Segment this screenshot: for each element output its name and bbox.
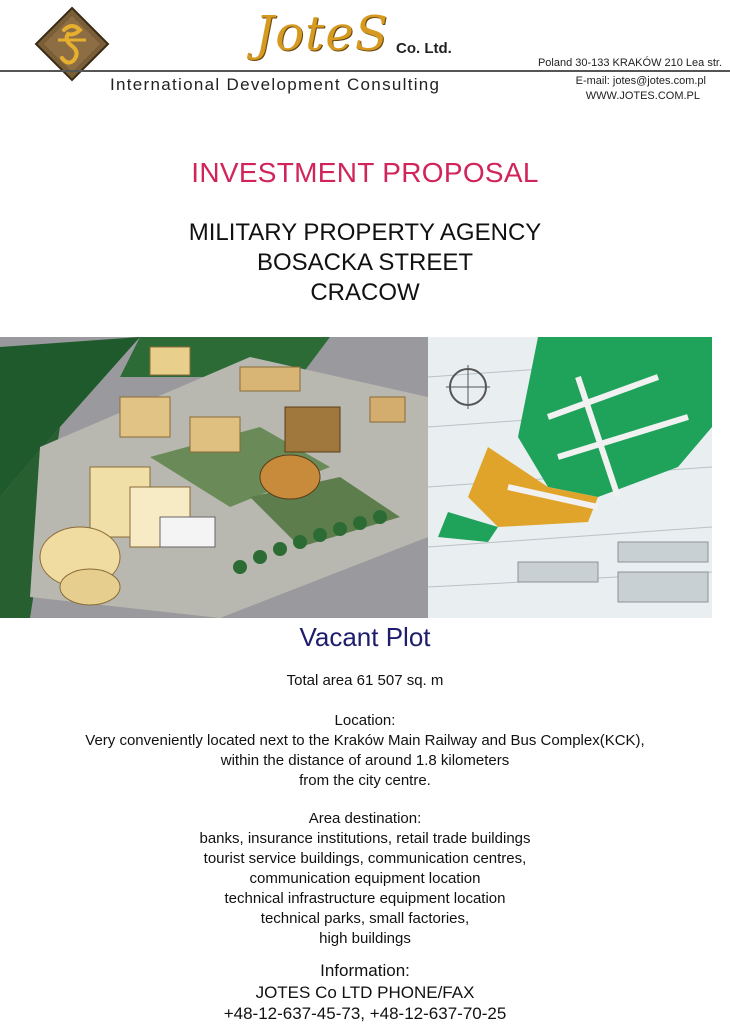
destination-line: technical infrastructure equipment location — [224, 890, 506, 907]
brand-wordmark: JoteS — [255, 6, 389, 62]
brand-suffix: Co. Ltd. — [396, 40, 452, 57]
company-website[interactable]: WWW.JOTES.COM.PL — [585, 90, 700, 102]
site-plan-image — [428, 337, 712, 618]
information-phone: +48-12-637-45-73, +48-12-637-70-25 — [223, 1004, 507, 1023]
location-line: within the distance of around 1.8 kilometers — [220, 752, 510, 769]
property-images — [0, 337, 712, 618]
destination-line: communication equipment location — [249, 870, 481, 887]
company-tagline: International Development Consulting — [110, 75, 441, 94]
destination-heading: Area destination: — [308, 810, 422, 827]
destination-line: technical parks, small factories, — [260, 910, 470, 927]
company-address: Poland 30-133 KRAKÓW 210 Lea str. — [537, 57, 722, 69]
total-area: Total area 61 507 sq. m — [286, 672, 444, 689]
destination-line: tourist service buildings, communication centres, — [203, 850, 527, 867]
destination-line: high buildings — [319, 930, 411, 947]
subtitle-city: CRACOW — [310, 279, 420, 306]
location-heading: Location: — [334, 712, 396, 729]
subtitle-agency: MILITARY PROPERTY AGENCY — [188, 219, 542, 246]
location-line: Very conveniently located next to the Kraków Main Railway and Bus Complex(KCK), — [85, 732, 645, 749]
information-line: JOTES Co LTD PHONE/FAX — [255, 983, 475, 1002]
page-title: INVESTMENT PROPOSAL — [191, 157, 539, 188]
subtitle-street: BOSACKA STREET — [256, 249, 474, 276]
vacant-plot-heading: Vacant Plot — [299, 622, 431, 652]
aerial-model-image — [0, 337, 428, 618]
company-email[interactable]: E-mail: jotes@jotes.com.pl — [575, 75, 706, 87]
destination-line: banks, insurance institutions, retail trade buildings — [199, 830, 531, 847]
information-heading: Information: — [320, 961, 410, 980]
location-line: from the city centre. — [299, 772, 431, 789]
header-divider — [0, 70, 730, 72]
